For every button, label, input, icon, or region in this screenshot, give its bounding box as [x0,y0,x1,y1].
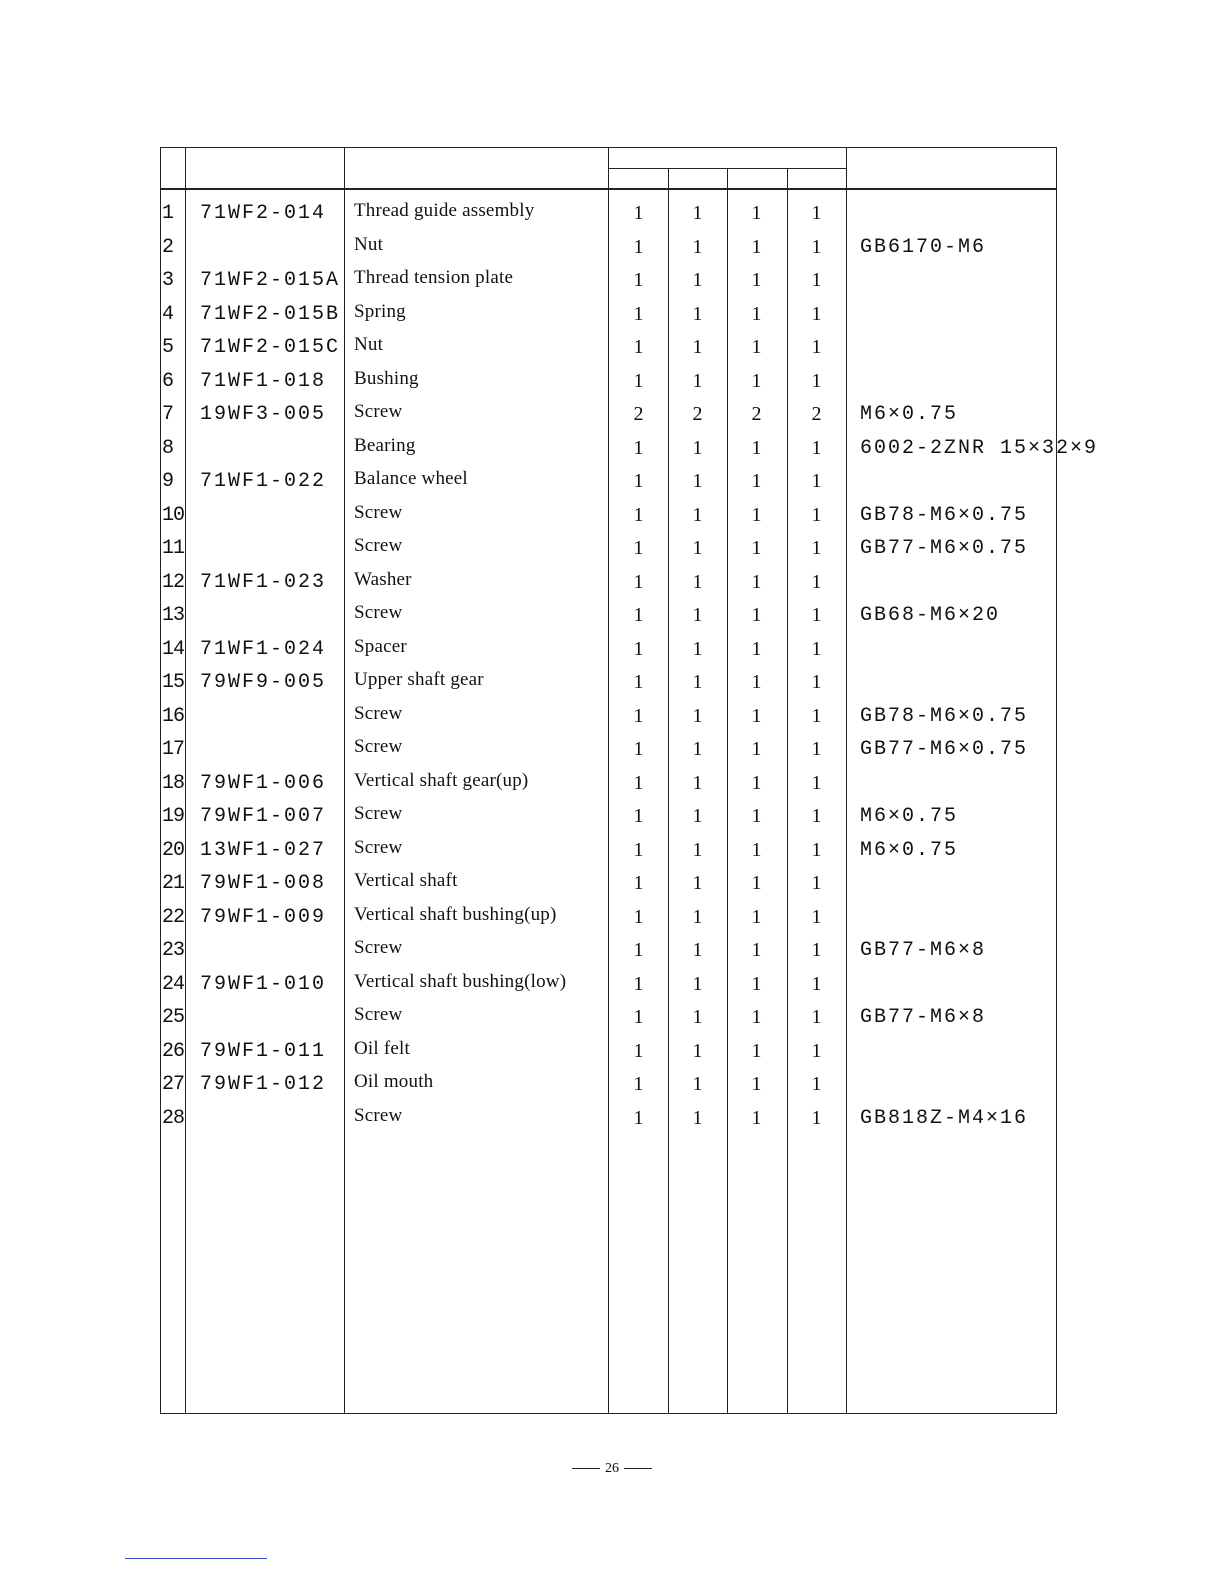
quantity: 1 [633,805,644,827]
quantity: 1 [692,939,703,961]
part-name: Balance wheel [354,468,468,489]
quantity: 1 [811,202,822,224]
quantity: 1 [692,637,703,660]
quantity: 1 [811,369,822,392]
part-number: 79WF1-007 [200,805,327,828]
part-name: Vertical shaft [354,870,458,891]
item-number: 27 [162,1073,185,1096]
quantity: 1 [811,1073,822,1095]
item-number: 1 [162,202,174,225]
quantity: 1 [633,939,644,961]
quantity: 1 [751,436,762,459]
quantity: 1 [633,336,644,358]
table-row [161,800,1056,834]
remark: M6×0.75 [860,805,959,828]
part-name: Screw [354,836,403,858]
table-row [161,331,1056,365]
part-name: Nut [354,233,384,255]
table-row [161,1102,1056,1136]
part-number: 79WF1-012 [200,1073,327,1096]
page-number-text: 26 [605,1461,619,1476]
part-number: 13WF1-027 [200,838,327,862]
quantity: 1 [692,1039,703,1062]
quantity: 1 [633,436,644,459]
remark: GB77-M6×8 [860,939,987,962]
part-name: Screw [354,803,403,824]
item-number: 14 [162,637,185,661]
quantity: 1 [692,235,703,258]
quantity: 1 [751,704,762,727]
parts-table [160,147,1099,1414]
quantity: 1 [633,202,644,224]
quantity: 1 [633,838,644,861]
item-number: 21 [162,872,185,895]
quantity: 1 [692,537,703,559]
quantity: 1 [692,1073,703,1095]
quantity: 1 [692,771,703,794]
item-number: 13 [162,604,185,627]
part-name: Oil felt [354,1037,410,1059]
table-body [161,148,1099,1413]
quantity: 1 [692,972,703,995]
quantity: 1 [811,1039,822,1062]
quantity: 1 [633,637,644,660]
quantity: 1 [692,369,703,392]
part-number: 71WF2-015C [200,336,341,359]
part-name: Screw [354,736,403,757]
item-number: 4 [162,302,174,326]
quantity: 1 [751,269,762,291]
part-name: Screw [354,1104,403,1126]
item-number: 26 [162,1039,185,1063]
part-number: 71WF2-014 [200,202,327,225]
quantity: 1 [692,436,703,459]
part-number: 19WF3-005 [200,403,327,426]
table-row [161,231,1056,265]
quantity: 1 [811,1006,822,1028]
quantity: 1 [811,470,822,492]
quantity: 1 [751,369,762,392]
table-row [161,398,1056,432]
quantity: 1 [811,771,822,794]
page-number-dash-left [572,1468,600,1469]
item-number: 23 [162,939,185,962]
part-number: 79WF9-005 [200,671,327,694]
item-number: 18 [162,771,185,795]
table-row [161,968,1056,1002]
part-number: 71WF1-023 [200,570,327,594]
part-name: Screw [354,702,403,724]
remark: GB77-M6×0.75 [860,738,1029,761]
quantity: 1 [692,503,703,526]
quantity: 1 [692,838,703,861]
quantity: 1 [811,503,822,526]
part-number: 79WF1-006 [200,771,327,795]
quantity: 1 [751,1039,762,1062]
page-number [0,1461,1224,1477]
quantity: 1 [751,470,762,492]
quantity: 1 [811,838,822,861]
quantity: 1 [633,905,644,928]
quantity: 1 [692,336,703,358]
item-number: 10 [162,503,185,527]
quantity: 1 [811,704,822,727]
table-row [161,1068,1056,1102]
part-name: Vertical shaft bushing(up) [354,903,557,925]
remark: 6002-2ZNR 15×32×9 [860,436,1099,460]
quantity: 1 [692,604,703,626]
quantity: 1 [811,537,822,559]
table-row [161,834,1056,868]
quantity: 1 [811,436,822,459]
quantity: 1 [633,269,644,291]
part-number: 71WF1-024 [200,637,327,661]
part-name: Screw [354,401,403,422]
table-row [161,700,1056,734]
remark: GB77-M6×8 [860,1006,987,1029]
part-name: Oil mouth [354,1071,434,1092]
part-name: Vertical shaft bushing(low) [354,970,567,992]
part-number: 79WF1-011 [200,1039,327,1063]
quantity: 1 [633,235,644,258]
quantity: 1 [751,1073,762,1095]
remark: GB77-M6×0.75 [860,537,1029,560]
quantity: 1 [633,972,644,995]
part-number: 79WF1-010 [200,972,327,996]
part-name: Thread tension plate [354,267,514,288]
quantity: 1 [633,1106,644,1129]
quantity: 1 [751,771,762,794]
part-number: 79WF1-008 [200,872,327,895]
quantity: 1 [751,905,762,928]
quantity: 1 [633,1006,644,1028]
quantity: 1 [751,336,762,358]
quantity: 1 [633,1039,644,1062]
item-number: 25 [162,1006,185,1029]
quantity: 1 [751,872,762,894]
quantity: 1 [751,838,762,861]
table-row [161,901,1056,935]
quantity: 1 [633,369,644,392]
item-number: 11 [162,537,185,560]
table-row [161,566,1056,600]
item-number: 20 [162,838,185,862]
part-name: Vertical shaft gear(up) [354,769,529,791]
item-number: 17 [162,738,185,761]
quantity: 1 [751,302,762,325]
quantity: 1 [692,302,703,325]
quantity: 1 [811,302,822,325]
item-number: 19 [162,805,185,828]
item-number: 3 [162,269,174,292]
quantity: 1 [633,738,644,760]
quantity: 1 [692,269,703,291]
quantity: 1 [751,503,762,526]
item-number: 7 [162,403,174,426]
table-row [161,532,1056,566]
quantity: 1 [751,972,762,995]
part-name: Spring [354,300,406,322]
quantity: 1 [633,570,644,593]
table-row [161,465,1056,499]
quantity: 1 [751,805,762,827]
quantity: 2 [751,403,762,425]
table-row [161,1001,1056,1035]
quantity: 1 [811,805,822,827]
quantity: 1 [751,637,762,660]
quantity: 1 [751,939,762,961]
quantity: 1 [633,1073,644,1095]
part-name: Screw [354,1004,403,1025]
remark: GB818Z-M4×16 [860,1106,1029,1130]
quantity: 1 [811,905,822,928]
part-number: 71WF2-015B [200,302,341,326]
part-number: 79WF1-009 [200,905,327,929]
quantity: 1 [811,604,822,626]
quantity: 1 [633,503,644,526]
quantity: 1 [692,1006,703,1028]
quantity: 1 [692,738,703,760]
quantity: 1 [633,470,644,492]
quantity: 1 [811,972,822,995]
quantity: 1 [811,235,822,258]
quantity: 1 [633,704,644,727]
quantity: 1 [751,537,762,559]
quantity: 1 [811,570,822,593]
remark: GB78-M6×0.75 [860,704,1029,728]
quantity: 1 [633,537,644,559]
quantity: 2 [692,403,703,425]
part-name: Upper shaft gear [354,669,484,690]
quantity: 1 [811,269,822,291]
quantity: 1 [692,805,703,827]
part-number: 71WF2-015A [200,269,341,292]
part-name: Thread guide assembly [354,200,535,221]
remark: M6×0.75 [860,838,959,862]
quantity: 1 [751,202,762,224]
quantity: 1 [633,671,644,693]
quantity: 1 [811,671,822,693]
quantity: 1 [692,671,703,693]
quantity: 1 [692,570,703,593]
part-name: Screw [354,501,403,523]
quantity: 1 [633,872,644,894]
table-row [161,365,1056,399]
item-number: 15 [162,671,185,694]
part-name: Nut [354,334,384,355]
part-name: Screw [354,937,403,958]
table-row [161,633,1056,667]
table-row [161,264,1056,298]
quantity: 1 [751,1106,762,1129]
quantity: 1 [633,771,644,794]
table-row [161,499,1056,533]
table-row [161,934,1056,968]
remark: GB6170-M6 [860,235,987,259]
item-number: 22 [162,905,185,929]
quantity: 1 [811,336,822,358]
part-name: Spacer [354,635,407,657]
quantity: 1 [811,738,822,760]
quantity: 1 [633,302,644,325]
remark: GB68-M6×20 [860,604,1001,627]
table-row [161,197,1056,231]
part-name: Bearing [354,434,416,456]
table-row [161,1035,1056,1069]
item-number: 28 [162,1106,185,1130]
quantity: 1 [692,470,703,492]
item-number: 2 [162,235,174,259]
quantity: 1 [751,671,762,693]
table-row [161,867,1056,901]
page-number-dash-right [624,1468,652,1469]
quantity: 1 [692,704,703,727]
item-number: 24 [162,972,185,996]
item-number: 6 [162,369,174,393]
table-row [161,733,1056,767]
part-number: 71WF1-018 [200,369,327,393]
quantity: 1 [692,905,703,928]
table-row [161,666,1056,700]
quantity: 1 [692,1106,703,1129]
table-row [161,599,1056,633]
remark: GB78-M6×0.75 [860,503,1029,527]
quantity: 1 [751,1006,762,1028]
item-number: 8 [162,436,174,460]
part-name: Screw [354,535,403,556]
quantity: 1 [692,872,703,894]
table-row [161,767,1056,801]
part-name: Screw [354,602,403,623]
quantity: 1 [811,637,822,660]
table-row [161,432,1099,466]
quantity: 1 [692,202,703,224]
quantity: 1 [811,939,822,961]
part-name: Washer [354,568,412,590]
item-number: 12 [162,570,185,594]
part-name: Bushing [354,367,419,389]
table-row [161,298,1056,332]
quantity: 1 [751,738,762,760]
quantity: 1 [811,872,822,894]
item-number: 5 [162,336,174,359]
quantity: 1 [811,1106,822,1129]
quantity: 1 [751,604,762,626]
footer-rule [125,1558,267,1559]
remark: M6×0.75 [860,403,959,426]
quantity: 1 [633,604,644,626]
item-number: 16 [162,704,185,728]
item-number: 9 [162,470,174,493]
quantity: 1 [751,570,762,593]
part-number: 71WF1-022 [200,470,327,493]
quantity: 1 [751,235,762,258]
quantity: 2 [811,403,822,425]
quantity: 2 [633,403,644,425]
